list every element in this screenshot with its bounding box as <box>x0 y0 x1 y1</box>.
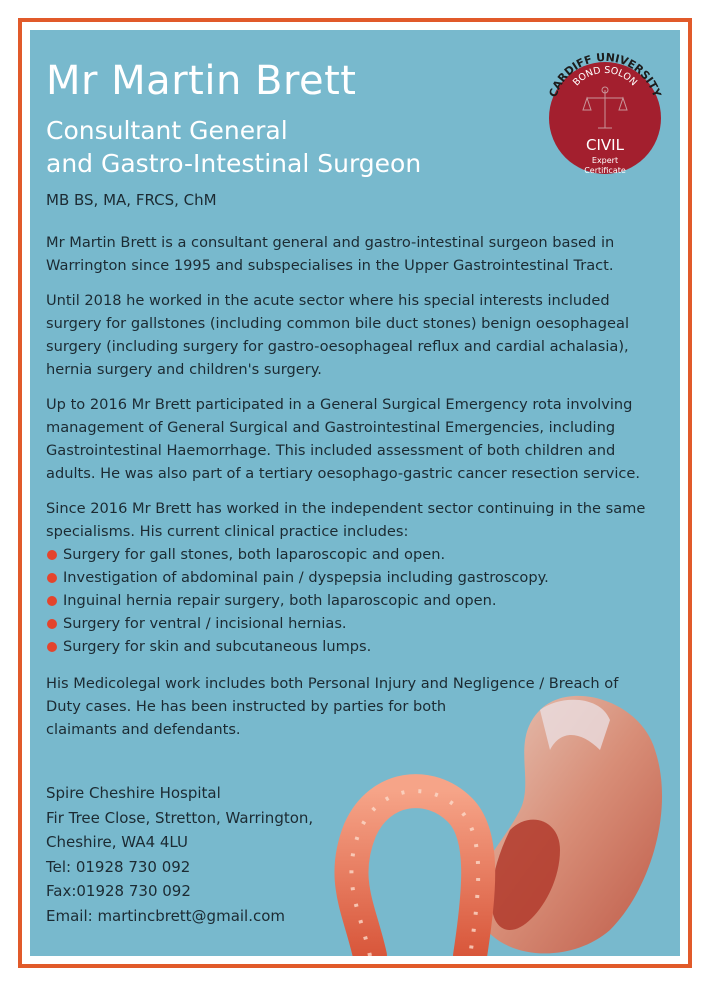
medicolegal-line-1: His Medicolegal work includes both Personal Injury and Negligence / Breach of Duty cases. He has been instructed by parties for both <box>46 675 619 715</box>
medicolegal-paragraph <box>46 672 666 741</box>
body-text <box>46 231 666 741</box>
job-title-line-1: Consultant General <box>46 116 288 145</box>
bullet-icon <box>47 596 57 606</box>
job-title <box>46 114 421 180</box>
content-panel <box>30 30 680 956</box>
badge-org: BOND SOLON <box>570 64 640 89</box>
doctor-name: Mr Martin Brett <box>46 58 357 104</box>
bullet-icon <box>47 550 57 560</box>
list-item: Inguinal hernia repair surgery, both laparoscopic and open. <box>46 589 666 612</box>
practice-list <box>46 543 666 658</box>
acute-sector-paragraph: Until 2018 he worked in the acute sector where his special interests included surgery for gallstones (including common bile duct stones) benign oesophageal surgery (including surgery for gastro-oesophageal reflux and cardial achalasia), hernia surgery and children's surgery. <box>46 292 629 378</box>
job-title-line-2: and Gastro-Intestinal Surgeon <box>46 149 422 178</box>
bond-solon-badge-icon <box>540 46 670 176</box>
emergency-rota-paragraph: Up to 2016 Mr Brett participated in a General Surgical Emergency rota involving management of General Surgical and Gastrointestinal Emergencies, including Gastrointestinal Haemorrhage. This included assessment of both children and adults. He was also part of a tertiary oesophago-gastric cancer resection service. <box>46 396 641 482</box>
independent-sector-paragraph: Since 2016 Mr Brett has worked in the independent sector continuing in the same specialisms. His current clinical practice includes: <box>46 500 646 540</box>
badge-type: CIVIL <box>586 136 624 154</box>
bullet-icon <box>47 619 57 629</box>
fax: Fax:01928 730 092 <box>46 882 191 900</box>
intro-paragraph: Mr Martin Brett is a consultant general and gastro-intestinal surgeon based in Warrington since 1995 and subspecialises in the Upper Gastrointestinal Tract. <box>46 234 615 274</box>
list-item: Surgery for ventral / incisional hernias. <box>46 612 666 635</box>
badge-university: CARDIFF UNIVERSITY <box>546 50 664 99</box>
hospital-name: Spire Cheshire Hospital <box>46 784 221 802</box>
telephone: Tel: 01928 730 092 <box>46 857 191 876</box>
list-item: Investigation of abdominal pain / dyspepsia including gastroscopy. <box>46 566 666 589</box>
address-line-1: Fir Tree Close, Stretton, Warrington, <box>46 808 314 827</box>
medicolegal-line-2: claimants and defendants. <box>46 721 241 738</box>
list-item: Surgery for skin and subcutaneous lumps. <box>46 635 666 658</box>
badge-line-2: Certificate <box>584 166 626 175</box>
address-line-2: Cheshire, WA4 4LU <box>46 833 189 851</box>
badge-line-1: Expert <box>591 156 619 165</box>
contact-block <box>46 781 313 928</box>
list-item: Surgery for gall stones, both laparoscopic and open. <box>46 543 666 566</box>
qualifications: MB BS, MA, FRCS, ChM <box>46 191 217 209</box>
bullet-icon <box>47 642 57 652</box>
email[interactable]: Email: martincbrett@gmail.com <box>46 906 286 925</box>
bullet-icon <box>47 573 57 583</box>
